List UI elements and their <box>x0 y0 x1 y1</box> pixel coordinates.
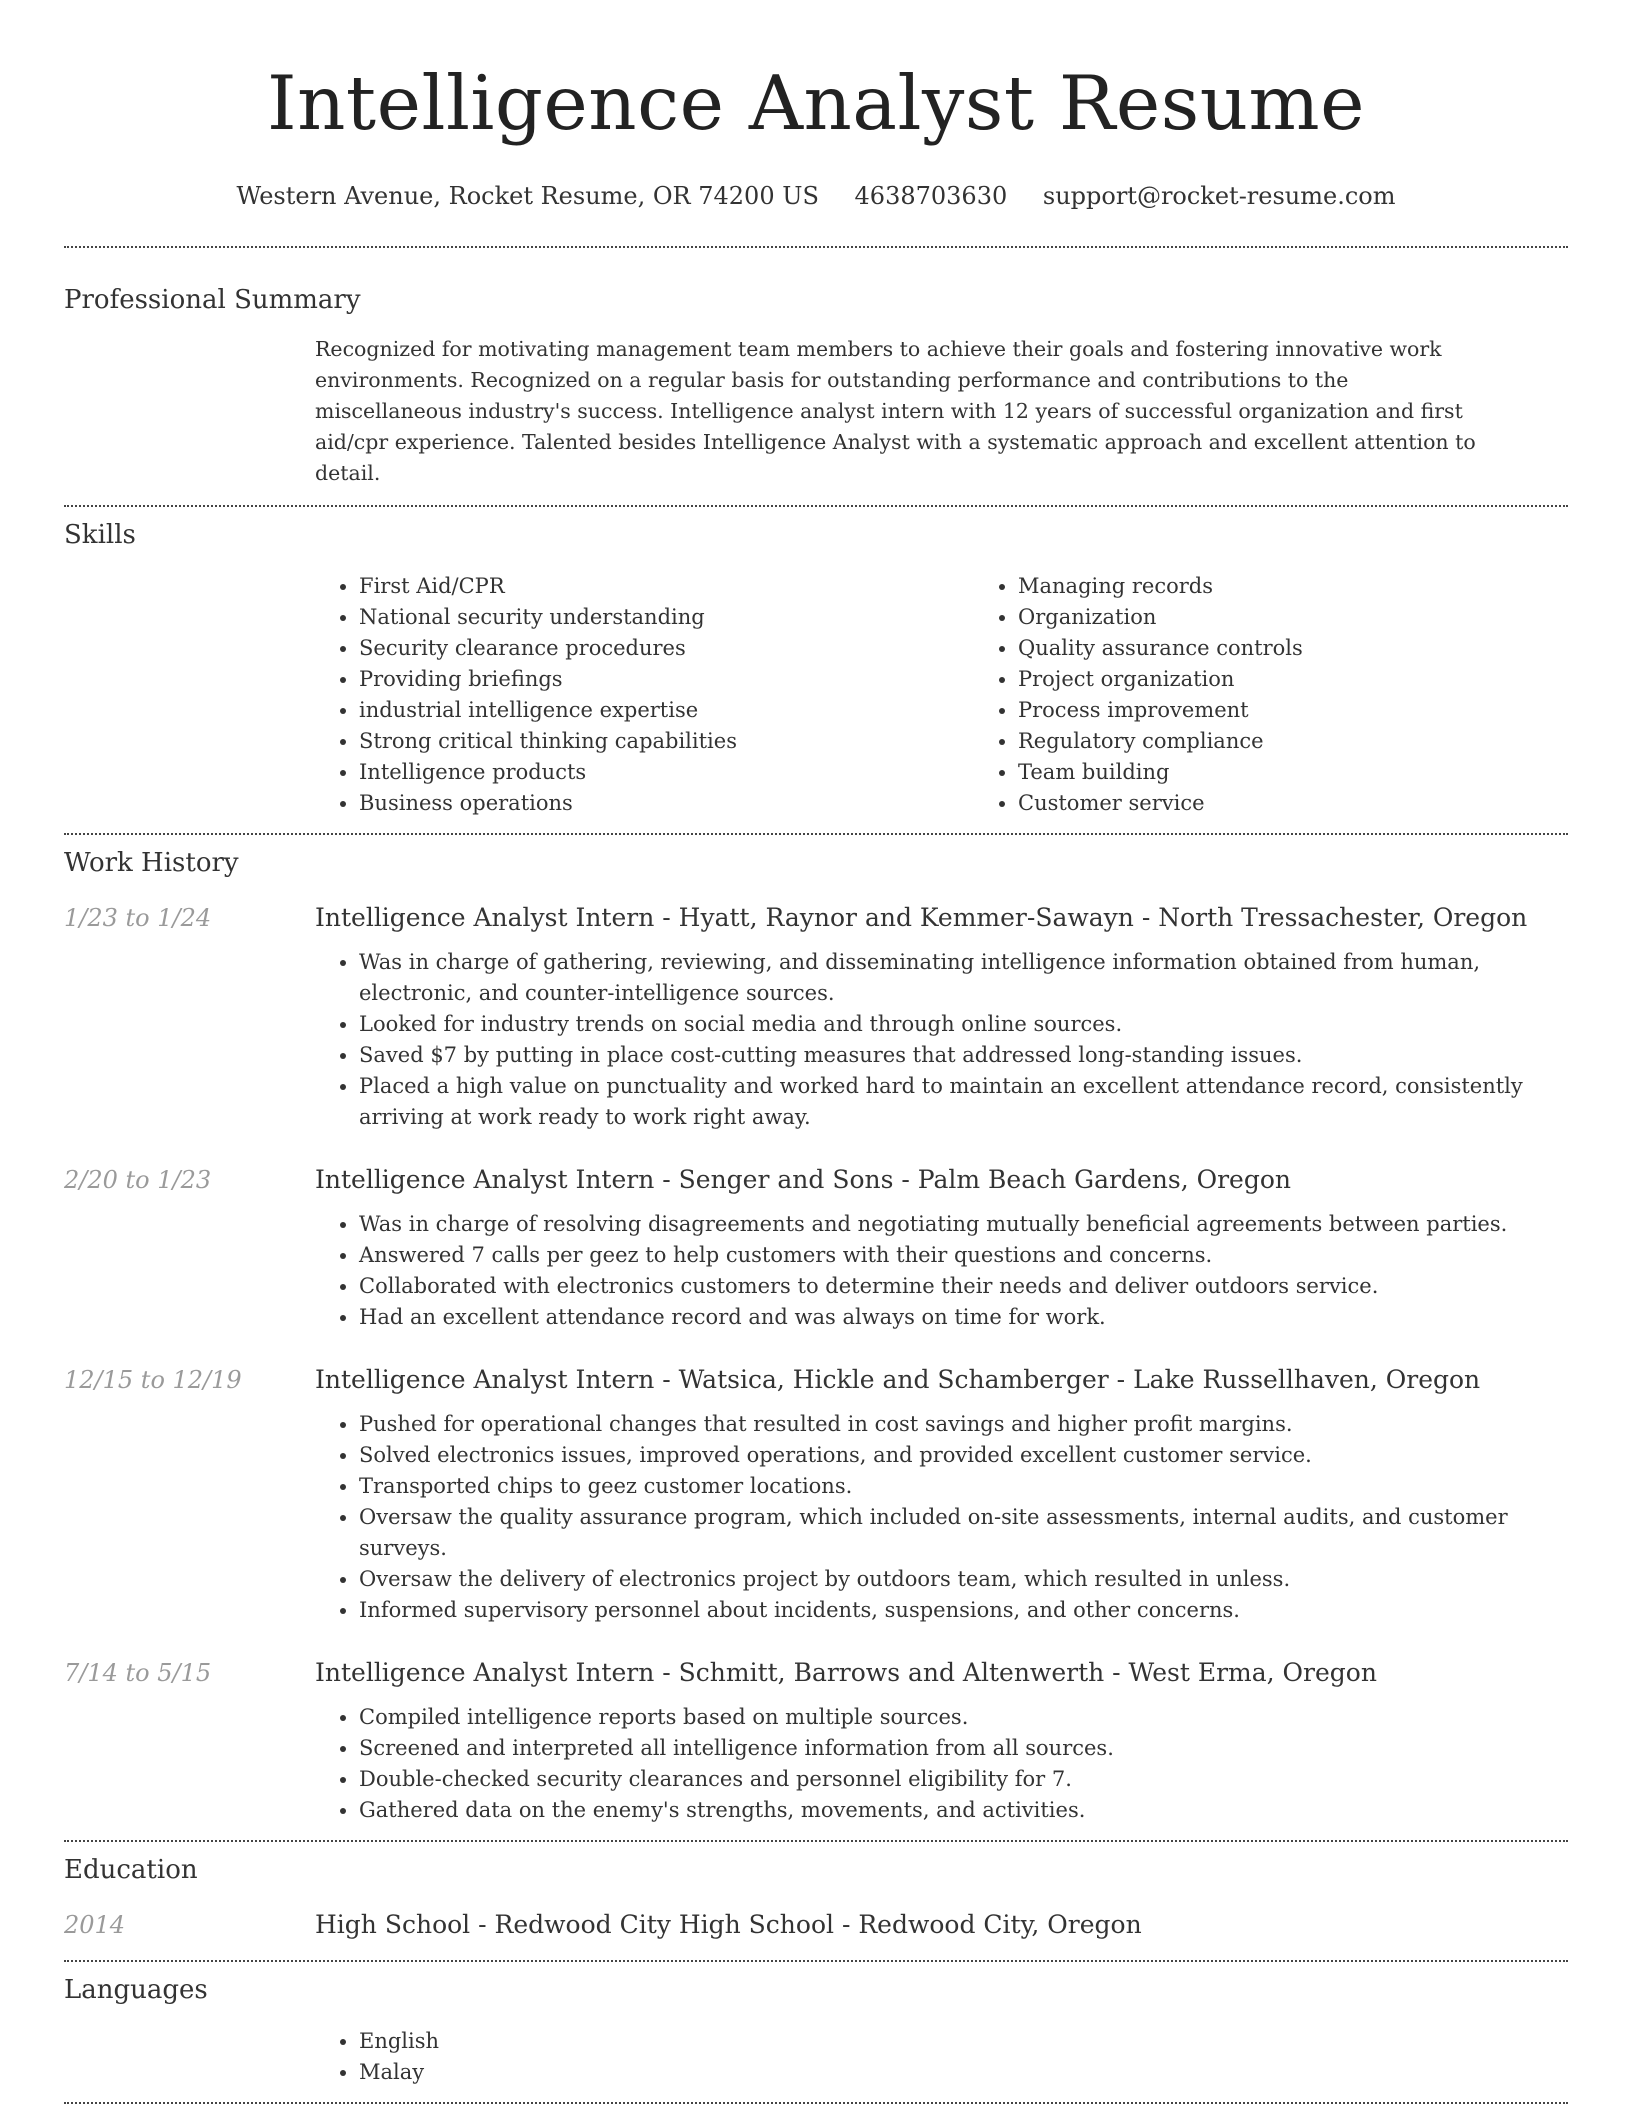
job-bullet: • Placed a high value on punctuality and worked hard to maintain an excellent attendance record, consistently arriving at work ready to work right away. <box>359 1071 1568 1133</box>
skill-item: • Team building <box>1018 757 1632 788</box>
job-bullet: • Answered 7 calls per geez to help customers with their questions and concerns. <box>359 1240 1568 1271</box>
job-bullet: • Was in charge of resolving disagreements and negotiating mutually beneficial agreements between parties. <box>359 1209 1568 1240</box>
job-bullets <box>315 1702 1568 1826</box>
job-entry <box>64 901 1568 1133</box>
job-dates: 2/20 to 1/23 <box>64 1166 212 1194</box>
job-bullet: • Collaborated with electronics customers to determine their needs and deliver outdoors service. <box>359 1271 1568 1302</box>
section-heading-skills: Skills <box>64 520 136 550</box>
job-bullet: • Double-checked security clearances and personnel eligibility for 7. <box>359 1764 1568 1795</box>
contact-email: support@rocket-resume.com <box>1042 182 1396 210</box>
skill-item: • Customer service <box>1018 788 1632 819</box>
summary-text: Recognized for motivating management team members to achieve their goals and fostering innovative work environments. Recognized on a regular basis for outstanding performance and contributions to the miscellaneous industry's success. Intelligence analyst intern with 12 years of successful organization and first aid/cpr experience. Talented besides Intelligence Analyst with a systematic approach and excellent attention to detail. <box>315 337 1476 485</box>
language-item: • Malay <box>359 2057 1568 2088</box>
job-bullets <box>315 947 1568 1133</box>
skill-item: • Managing records <box>1018 571 1632 602</box>
skill-item: • Business operations <box>359 788 974 819</box>
summary-section <box>64 248 1568 489</box>
job-bullet: • Gathered data on the enemy's strengths, movements, and activities. <box>359 1795 1568 1826</box>
job-bullet: • Solved electronics issues, improved operations, and provided excellent customer service. <box>359 1440 1568 1471</box>
skill-item: • Project organization <box>1018 664 1632 695</box>
job-bullet: • Informed supervisory personnel about incidents, suspensions, and other concerns. <box>359 1595 1568 1626</box>
skill-item: • Process improvement <box>1018 695 1632 726</box>
job-entry <box>64 1163 1568 1333</box>
education-year: 2014 <box>64 1911 126 1939</box>
contact-line <box>64 180 1568 212</box>
job-dates: 7/14 to 5/15 <box>64 1659 212 1687</box>
job-entry <box>64 1656 1568 1826</box>
skill-item: • Security clearance procedures <box>359 633 974 664</box>
language-item: • English <box>359 2026 1568 2057</box>
skill-item: • National security understanding <box>359 602 974 633</box>
resume-header <box>64 48 1568 212</box>
job-bullet: • Oversaw the delivery of electronics project by outdoors team, which resulted in unless. <box>359 1564 1568 1595</box>
job-bullet: • Screened and interpreted all intelligence information from all sources. <box>359 1733 1568 1764</box>
skills-section <box>64 507 1568 819</box>
job-bullet: • Saved $7 by putting in place cost-cutting measures that addressed long-standing issues. <box>359 1040 1568 1071</box>
work-history-section <box>64 835 1568 1826</box>
section-heading-languages: Languages <box>64 1975 208 2005</box>
job-dates: 1/23 to 1/24 <box>64 904 212 932</box>
job-bullet: • Oversaw the quality assurance program, which included on-site assessments, internal audits, and customer surveys. <box>359 1502 1568 1564</box>
job-entry <box>64 1363 1568 1626</box>
section-heading-summary: Professional Summary <box>64 285 361 315</box>
job-bullet: • Was in charge of gathering, reviewing, and disseminating intelligence information obtained from human, electronic, and counter-intelligence sources. <box>359 947 1568 1009</box>
job-title: Intelligence Analyst Intern - Schmitt, Barrows and Altenwerth - West Erma, Oregon <box>315 1658 1377 1687</box>
skill-item: • Quality assurance controls <box>1018 633 1632 664</box>
contact-phone: 4638703630 <box>854 182 1008 210</box>
job-bullet: • Compiled intelligence reports based on multiple sources. <box>359 1702 1568 1733</box>
education-entry: High School - Redwood City High School - Redwood City, Oregon <box>315 1910 1142 1939</box>
job-bullets <box>315 1409 1568 1626</box>
skills-list-left <box>315 571 974 819</box>
job-bullet: • Looked for industry trends on social media and through online sources. <box>359 1009 1568 1040</box>
section-heading-work: Work History <box>64 848 239 878</box>
contact-address: Western Avenue, Rocket Resume, OR 74200 US <box>236 182 819 210</box>
divider <box>64 2102 1568 2104</box>
skill-item: • Organization <box>1018 602 1632 633</box>
job-bullets <box>315 1209 1568 1333</box>
skill-item: • First Aid/CPR <box>359 571 974 602</box>
job-bullet: • Had an excellent attendance record and was always on time for work. <box>359 1302 1568 1333</box>
skill-item: • Strong critical thinking capabilities <box>359 726 974 757</box>
skill-item: • Regulatory compliance <box>1018 726 1632 757</box>
section-heading-education: Education <box>64 1855 198 1885</box>
skills-list-right <box>974 571 1632 819</box>
job-bullet: • Pushed for operational changes that resulted in cost savings and higher profit margins. <box>359 1409 1568 1440</box>
skill-item: • industrial intelligence expertise <box>359 695 974 726</box>
job-bullet: • Transported chips to geez customer locations. <box>359 1471 1568 1502</box>
skill-item: • Providing briefings <box>359 664 974 695</box>
job-title: Intelligence Analyst Intern - Hyatt, Raynor and Kemmer-Sawayn - North Tressachester, Oregon <box>315 903 1528 932</box>
education-section <box>64 1842 1568 1942</box>
job-title: Intelligence Analyst Intern - Senger and Sons - Palm Beach Gardens, Oregon <box>315 1165 1292 1194</box>
job-dates: 12/15 to 12/19 <box>64 1366 242 1394</box>
resume-title: Intelligence Analyst Resume <box>267 59 1365 147</box>
skill-item: • Intelligence products <box>359 757 974 788</box>
languages-section <box>64 1962 1568 2088</box>
languages-list <box>315 2026 1568 2088</box>
job-title: Intelligence Analyst Intern - Watsica, Hickle and Schamberger - Lake Russellhaven, Oregon <box>315 1365 1481 1394</box>
